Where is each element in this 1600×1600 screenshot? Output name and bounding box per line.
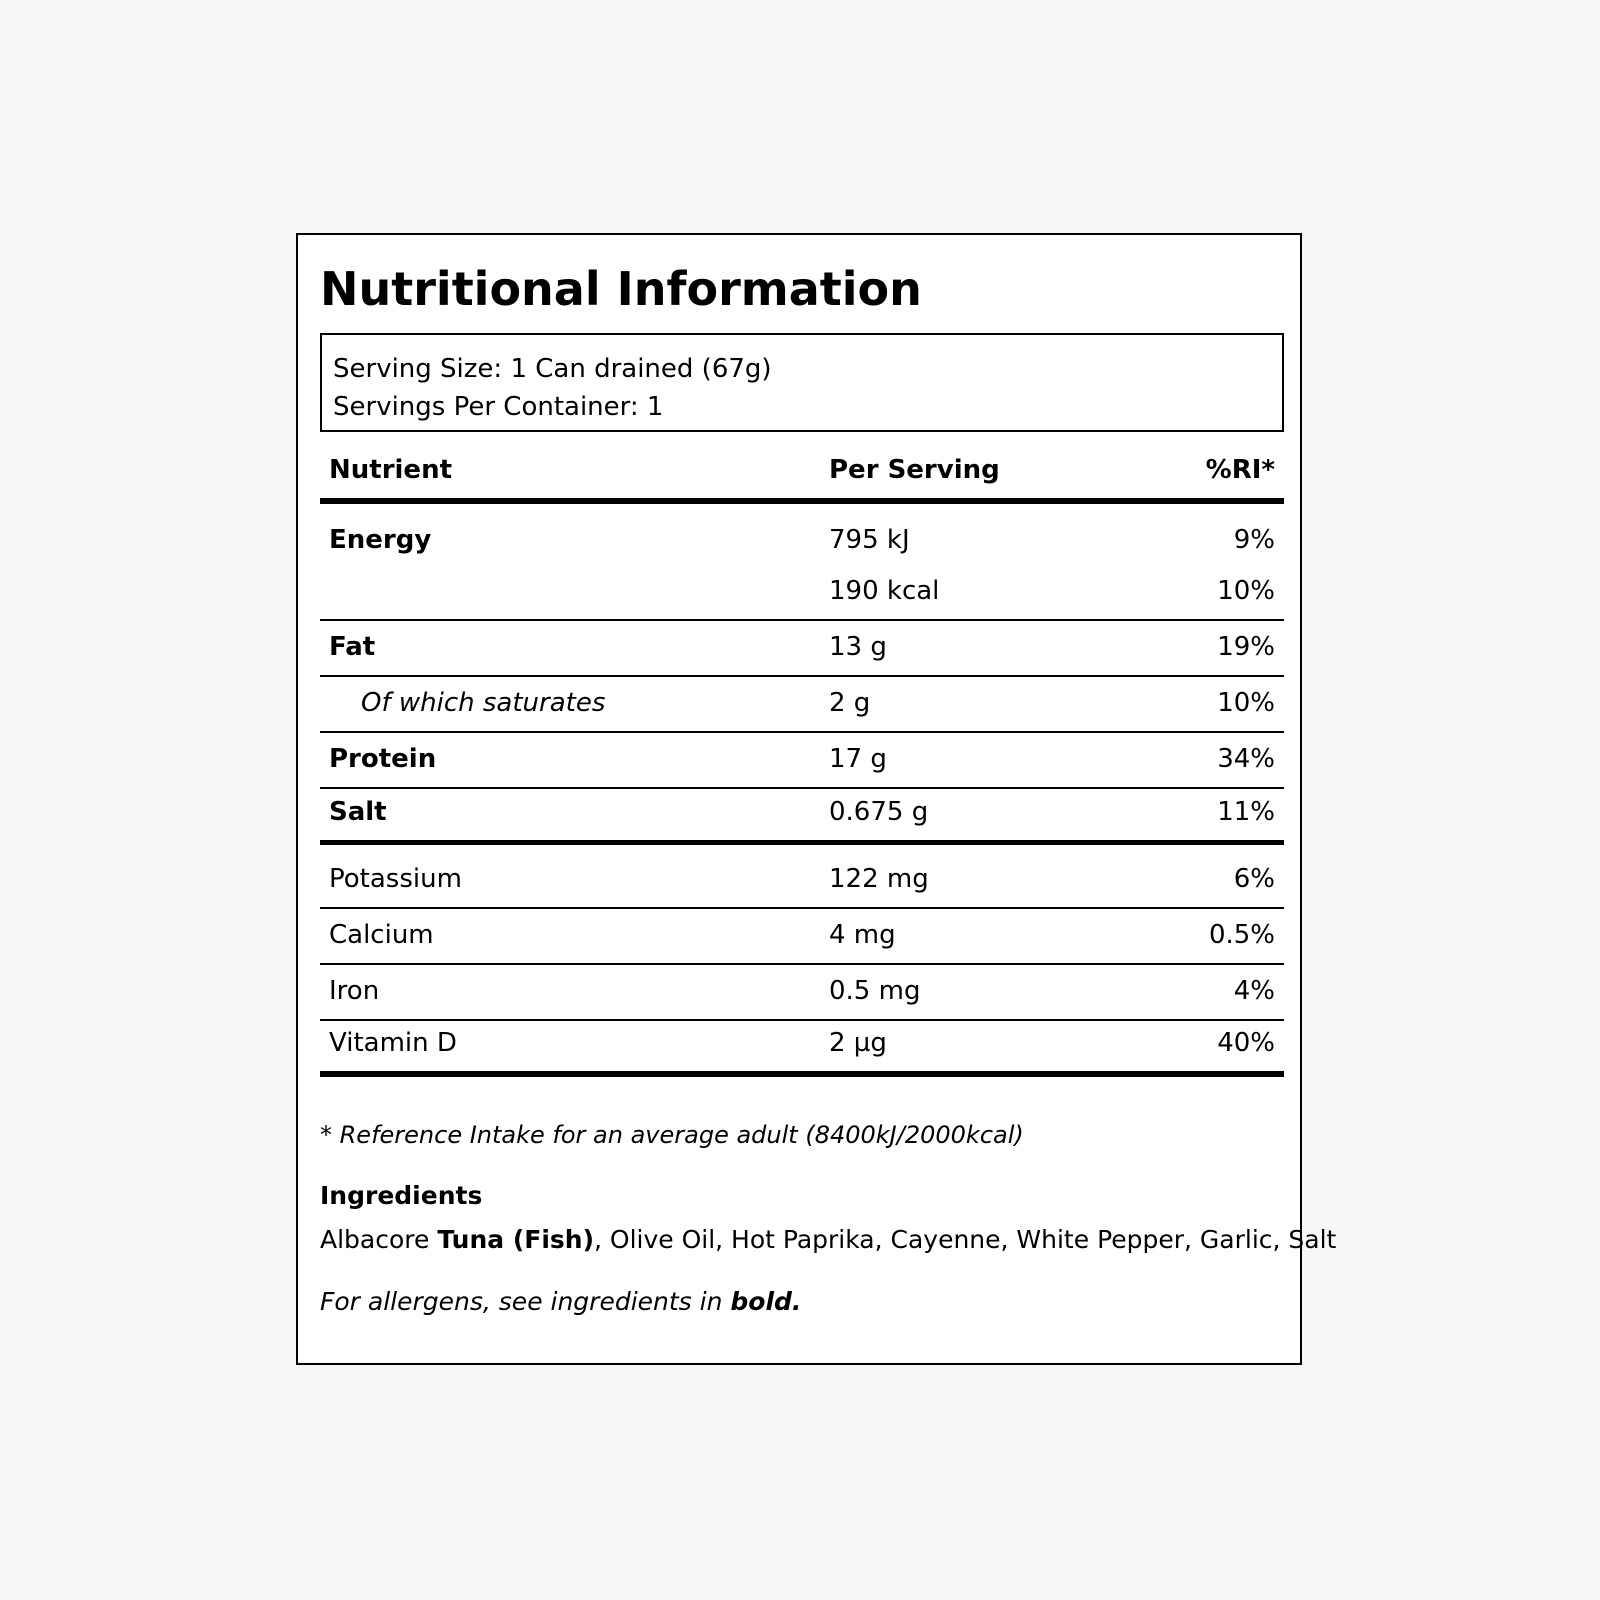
table-row-potassium [320,845,1284,909]
value-salt: 0.675 g [829,797,929,827]
allergen-note-emphasis: bold. [730,1287,802,1316]
pct-potassium: 6% [1233,864,1275,894]
nutrient-name-vitamin-d: Vitamin D [329,1028,457,1058]
pct-salt: 11% [1217,797,1275,827]
ingredients-rest: , Olive Oil, Hot Paprika, Cayenne, White Pepper, Garlic, Salt [594,1225,1337,1254]
header-nutrient: Nutrient [329,455,453,485]
value-fat: 13 g [829,632,887,662]
pct-calcium: 0.5% [1208,920,1275,950]
serving-size: Serving Size: 1 Can drained (67g) [333,354,772,384]
value-vitamin-d: 2 µg [829,1028,887,1058]
table-row-energy-kcal [320,568,1284,621]
nutrition-label [296,233,1337,1365]
reference-intake-footnote: * Reference Intake for an average adult (8400kJ/2000kcal) [320,1121,1024,1149]
allergen-note [320,1283,801,1321]
ingredients-list [320,1221,1337,1259]
table-row-vitamin-d [320,1021,1284,1077]
table-row-saturates [320,677,1284,733]
nutrient-name-energy: Energy [329,525,432,555]
nutrient-name-fat: Fat [329,632,376,662]
pct-energy-kj: 9% [1233,525,1275,555]
servings-per-container: Servings Per Container: 1 [333,392,664,422]
pct-energy-kcal: 10% [1217,576,1275,606]
nutrient-name-potassium: Potassium [329,864,462,894]
allergen-note-text: For allergens, see ingredients in [320,1287,731,1316]
ingredients-allergen: Tuna (Fish) [437,1225,594,1254]
value-saturates: 2 g [829,688,871,718]
pct-vitamin-d: 40% [1217,1028,1275,1058]
value-energy-kcal: 190 kcal [829,576,940,606]
pct-saturates: 10% [1217,688,1275,718]
value-potassium: 122 mg [829,864,929,894]
value-calcium: 4 mg [829,920,896,950]
nutrient-name-iron: Iron [329,976,380,1006]
value-energy-kj: 795 kJ [829,525,910,555]
label-title: Nutritional Information [320,262,922,316]
nutrient-name-saturates: Of which saturates [361,688,606,718]
table-header-row [320,447,1284,504]
ingredients-prefix: Albacore [320,1225,438,1254]
pct-protein: 34% [1217,744,1275,774]
value-protein: 17 g [829,744,887,774]
value-iron: 0.5 mg [829,976,921,1006]
pct-iron: 4% [1233,976,1275,1006]
header-ri: %RI* [1205,455,1275,485]
nutrient-name-calcium: Calcium [329,920,434,950]
pct-fat: 19% [1217,632,1275,662]
serving-info-box [320,333,1284,432]
table-row-energy-kj [320,504,1284,568]
table-row-iron [320,965,1284,1021]
ingredients-heading: Ingredients [320,1181,483,1210]
table-row-salt [320,789,1284,845]
table-row-fat [320,621,1284,677]
nutrient-name-protein: Protein [329,744,437,774]
table-row-protein [320,733,1284,789]
nutrient-name-salt: Salt [329,797,387,827]
table-row-calcium [320,909,1284,965]
header-per-serving: Per Serving [829,455,1000,485]
nutrition-table [320,447,1284,1077]
